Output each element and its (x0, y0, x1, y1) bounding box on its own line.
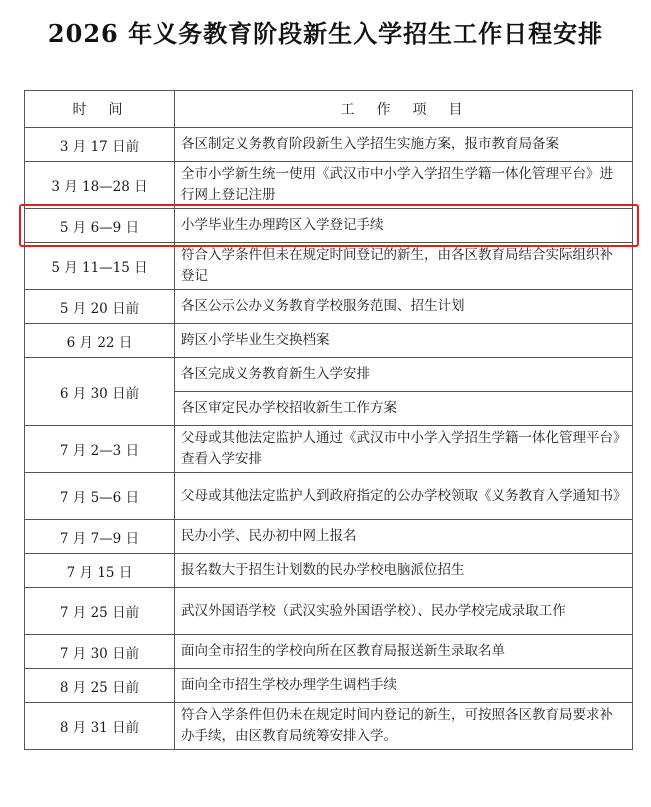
row-time: 7 月 7—9 日 (25, 520, 175, 554)
page-title: 2026 年义务教育阶段新生入学招生工作日程安排 (47, 19, 604, 48)
row-time: 5 月 11—15 日 (25, 243, 175, 290)
table-row (25, 162, 633, 209)
row-item: 各区公示公办义务教育学校服务范围、招生计划 (175, 290, 633, 324)
row-item: 各区制定义务教育阶段新生入学招生实施方案，报市教育局备案 (175, 128, 633, 162)
row-item: 符合入学条件但未在规定时间登记的新生，由各区教育局结合实际组织补登记 (175, 243, 633, 290)
row-item: 跨区小学毕业生交换档案 (175, 324, 633, 358)
row-time: 8 月 31 日前 (25, 703, 175, 750)
table-row (25, 703, 633, 750)
row-time: 3 月 17 日前 (25, 128, 175, 162)
row-time: 3 月 18—28 日 (25, 162, 175, 209)
row-time: 5 月 20 日前 (25, 290, 175, 324)
table-row (25, 473, 633, 520)
row-item: 父母或其他法定监护人到政府指定的公办学校领取《义务教育入学通知书》 (175, 473, 633, 520)
table-row (25, 669, 633, 703)
row-time: 8 月 25 日前 (25, 669, 175, 703)
row-item: 各区审定民办学校招收新生工作方案 (175, 392, 633, 426)
row-time: 7 月 15 日 (25, 554, 175, 588)
table-row (25, 635, 633, 669)
table-row (25, 588, 633, 635)
table-row (25, 243, 633, 290)
row-time: 7 月 25 日前 (25, 588, 175, 635)
row-time: 7 月 2—3 日 (25, 426, 175, 473)
table-header-row (25, 91, 633, 128)
row-item: 面向全市招生学校办理学生调档手续 (175, 669, 633, 703)
header-time: 时 间 (25, 91, 175, 128)
row-item: 父母或其他法定监护人通过《武汉市中小学入学招生学籍一体化管理平台》查看入学安排 (175, 426, 633, 473)
header-item: 工 作 项 目 (175, 91, 633, 128)
row-time: 6 月 22 日 (25, 324, 175, 358)
table-row (25, 426, 633, 473)
row-item: 小学毕业生办理跨区入学登记手续 (175, 209, 633, 243)
row-item: 全市小学新生统一使用《武汉市中小学入学招生学籍一体化管理平台》进行网上登记注册 (175, 162, 633, 209)
table-row (25, 290, 633, 324)
table-row (25, 554, 633, 588)
table-row (25, 128, 633, 162)
row-item: 民办小学、民办初中网上报名 (175, 520, 633, 554)
row-time: 7 月 30 日前 (25, 635, 175, 669)
table-row-highlighted (25, 209, 633, 243)
row-item: 武汉外国语学校（武汉实验外国语学校）、民办学校完成录取工作 (175, 588, 633, 635)
table-row (25, 520, 633, 554)
row-time: 5 月 6—9 日 (25, 209, 175, 243)
row-item: 面向全市招生的学校向所在区教育局报送新生录取名单 (175, 635, 633, 669)
table-row (25, 358, 633, 392)
row-time: 7 月 5—6 日 (25, 473, 175, 520)
table-row (25, 324, 633, 358)
row-item: 符合入学条件但仍未在规定时间内登记的新生，可按照各区教育局要求补办手续，由区教育局统筹安排入学。 (175, 703, 633, 750)
row-time: 6 月 30 日前 (25, 358, 175, 426)
schedule-table (24, 90, 633, 750)
row-item: 各区完成义务教育新生入学安排 (175, 358, 633, 392)
row-item: 报名数大于招生计划数的民办学校电脑派位招生 (175, 554, 633, 588)
